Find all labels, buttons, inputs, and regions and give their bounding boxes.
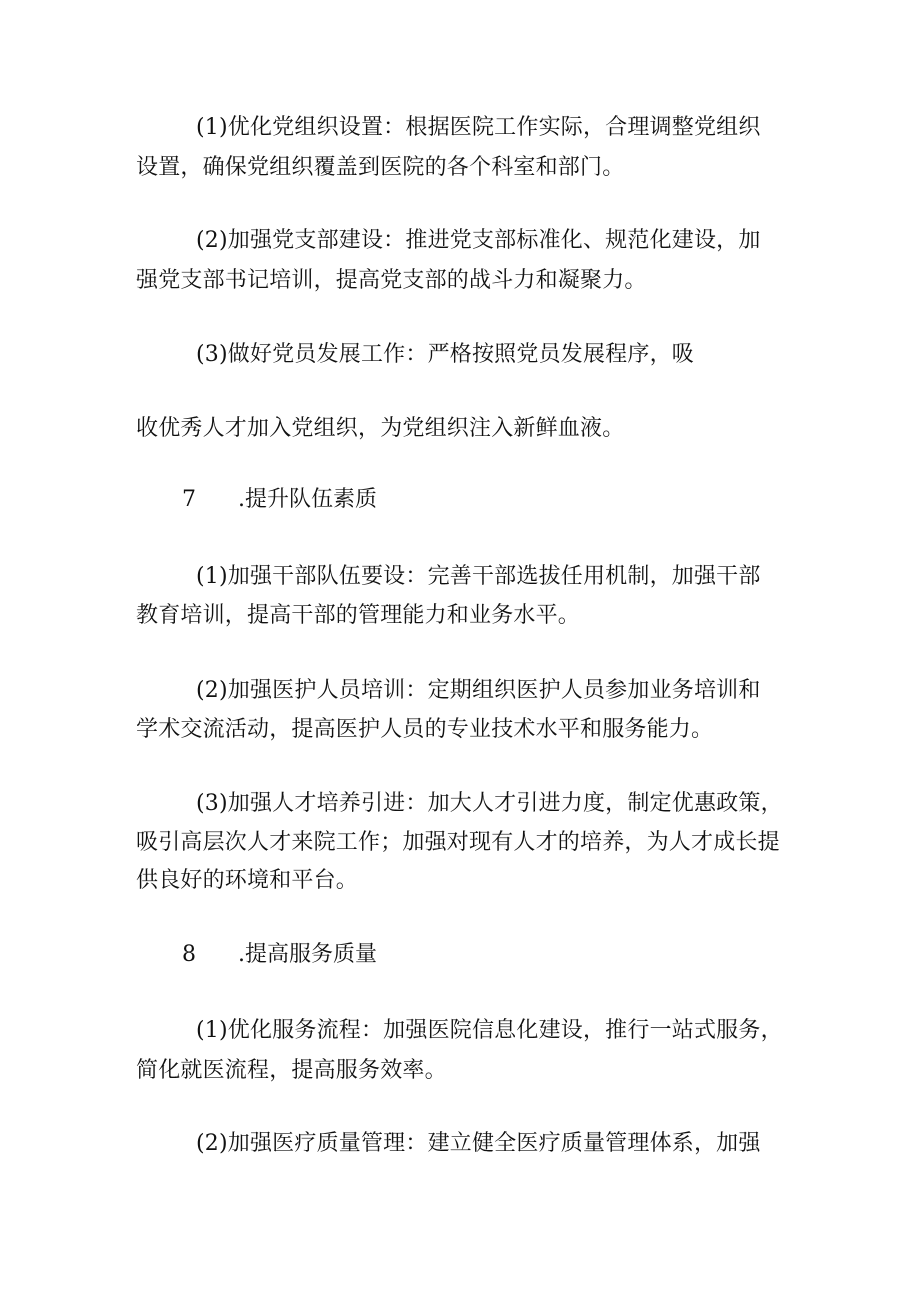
section-heading (182, 485, 377, 515)
paragraph-line: (3)做好党员发展工作：严格按照党员发展程序，吸 (196, 342, 694, 367)
paragraph-line: (2)加强党支部建设：推进党支部标准化、规范化建设，加 (196, 228, 761, 253)
paragraph-line: 设置，确保党组织覆盖到医院的各个科室和部门。 (136, 155, 625, 180)
section-title: .提升队伍素质 (238, 487, 377, 512)
paragraph-line: 供良好的环境和平台。 (136, 868, 359, 893)
paragraph-line: (1)加强干部队伍要设：完善干部选拔任用机制，加强干部 (196, 564, 761, 589)
paragraph-line: 收优秀人才加入党组织，为党组织注入新鲜血液。 (136, 416, 625, 441)
paragraph-line: (3)加强人才培养引进：加大人才引进力度，制定优惠政策， (196, 791, 783, 816)
paragraph-line: (1)优化党组织设置：根据医院工作实际，合理调整党组织 (196, 115, 761, 140)
paragraph-line: 强党支部书记培训，提高党支部的战斗力和凝聚力。 (136, 268, 647, 293)
paragraph-line: 学术交流活动，提高医护人员的专业技术水平和服务能力。 (136, 717, 714, 742)
section-title: .提高服务质量 (238, 942, 377, 967)
paragraph-line: (1)优化服务流程：加强医院信息化建设，推行一站式服务， (196, 1018, 783, 1043)
paragraph-line: 教育培训，提高干部的管理能力和业务水平。 (136, 603, 581, 628)
paragraph-line: (2)加强医疗质量管理：建立健全医疗质量管理体系，加强 (196, 1131, 761, 1156)
section-number: 8 (182, 942, 196, 967)
paragraph-line: 吸引高层次人才来院工作；加强对现有人才的培养，为人才成长提 (136, 830, 780, 855)
section-heading (182, 940, 377, 970)
paragraph-line: (2)加强医护人员培训：定期组织医护人员参加业务培训和 (196, 678, 761, 703)
section-number: 7 (182, 487, 196, 512)
paragraph-line: 简化就医流程，提高服务效率。 (136, 1058, 447, 1083)
